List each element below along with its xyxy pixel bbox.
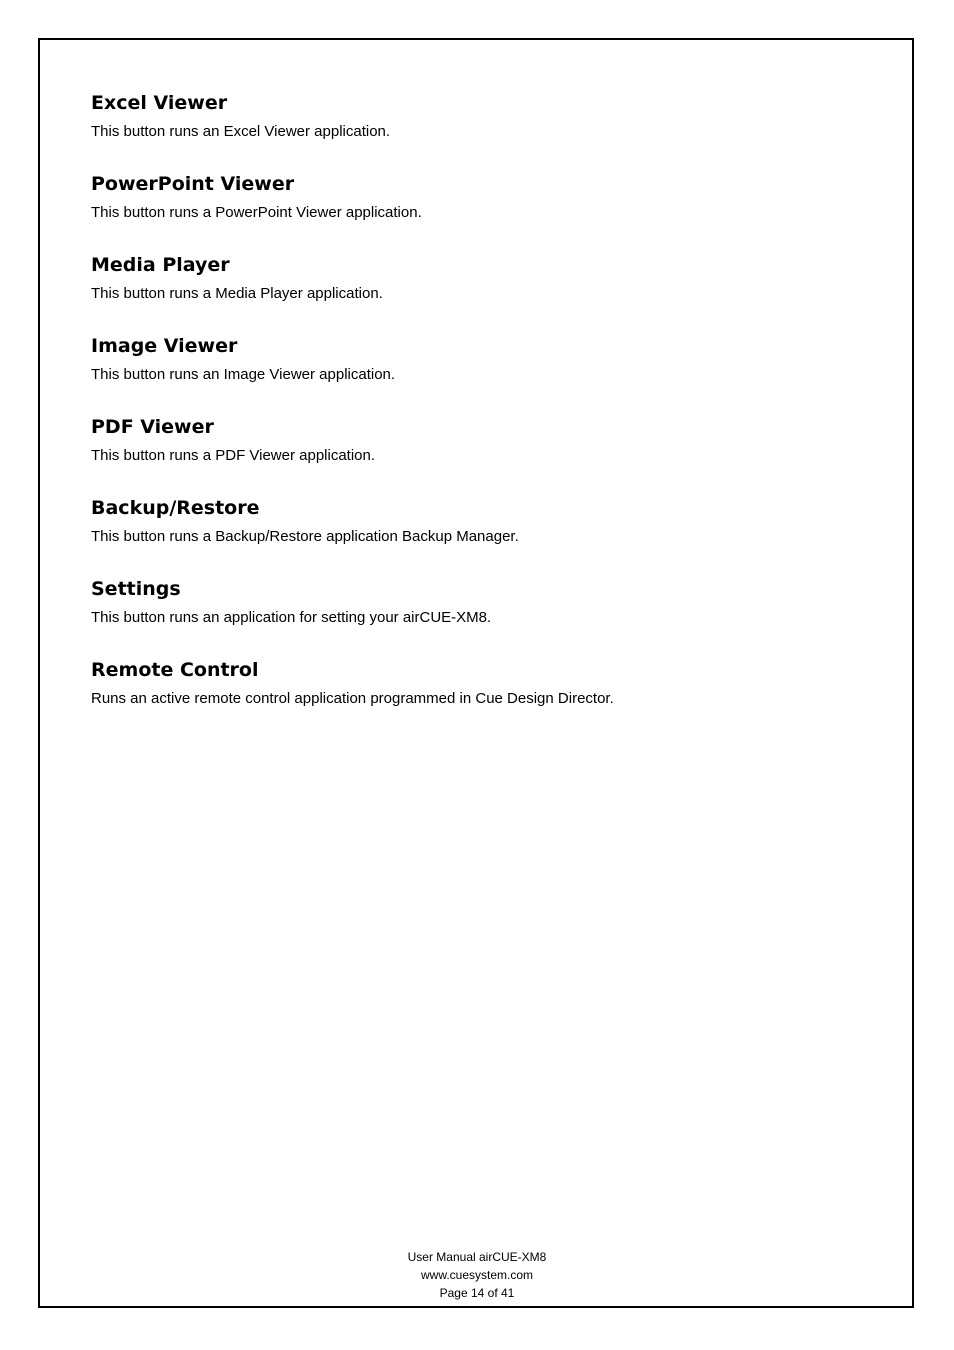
section-heading: Remote Control (91, 659, 259, 681)
section-description: This button runs a Backup/Restore application Backup Manager. (91, 528, 519, 545)
section-description: This button runs an Excel Viewer application. (91, 123, 391, 140)
section-heading: Backup/Restore (91, 497, 260, 519)
footer-website: www.cuesystem.com (420, 1268, 534, 1282)
section-media-player (91, 248, 891, 329)
section-heading: Image Viewer (91, 335, 238, 357)
section-description: Runs an active remote control application programmed in Cue Design Director. (91, 690, 614, 707)
section-heading: Media Player (91, 254, 230, 276)
section-backup-restore (91, 491, 891, 572)
section-powerpoint-viewer (91, 167, 891, 248)
section-description: This button runs a PDF Viewer application. (91, 447, 376, 464)
page-footer (0, 1248, 954, 1302)
section-remote-control (91, 653, 891, 734)
section-excel-viewer (91, 86, 891, 167)
document-content (91, 86, 891, 734)
section-heading: Excel Viewer (91, 92, 228, 114)
section-description: This button runs a PowerPoint Viewer application. (91, 204, 422, 221)
section-pdf-viewer (91, 410, 891, 491)
section-image-viewer (91, 329, 891, 410)
section-description: This button runs an application for setting your airCUE-XM8. (91, 609, 492, 626)
section-settings (91, 572, 891, 653)
section-description: This button runs an Image Viewer application. (91, 366, 396, 383)
section-heading: PDF Viewer (91, 416, 214, 438)
section-heading: Settings (91, 578, 181, 600)
section-heading: PowerPoint Viewer (91, 173, 295, 195)
section-description: This button runs a Media Player application. (91, 285, 383, 302)
footer-manual-title: User Manual airCUE-XM8 (407, 1250, 547, 1264)
footer-page-number: Page 14 of 41 (439, 1286, 515, 1300)
